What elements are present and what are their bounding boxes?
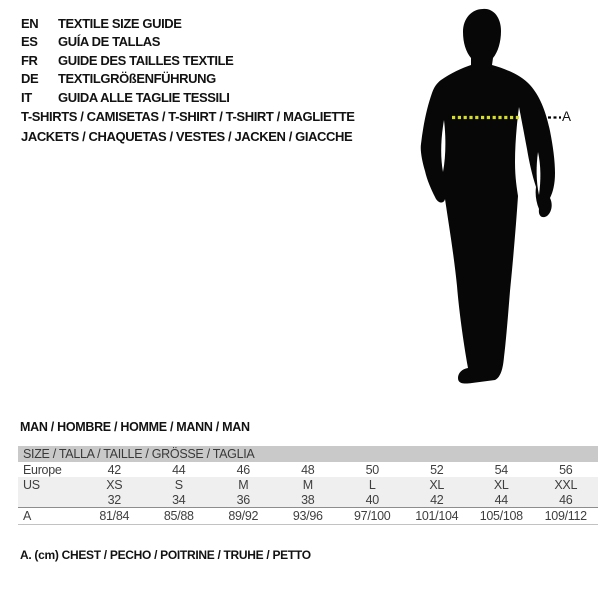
size-cell: XL [493, 477, 509, 492]
man-silhouette-image [400, 0, 580, 400]
size-cell: 81/84 [99, 509, 130, 523]
row-label: US [23, 477, 40, 492]
size-cell: 97/100 [354, 509, 391, 523]
language-code: DE [21, 71, 39, 87]
size-cell: 38 [301, 492, 315, 507]
language-title: GUIDA ALLE TAGLIE TESSILI [58, 89, 230, 105]
size-cell: 42 [107, 462, 121, 477]
language-title: GUÍA DE TALLAS [58, 34, 161, 50]
measure-label-a: A [562, 109, 572, 124]
category-lines [21, 107, 355, 146]
size-table-header: SIZE / TALLA / TAILLE / GRÖSSE / TAGLIA [18, 446, 598, 462]
size-cell: 56 [559, 462, 573, 477]
size-cell: 54 [494, 462, 508, 477]
language-code: IT [21, 89, 32, 105]
table-row-europe [18, 462, 598, 477]
size-cell: S [174, 477, 183, 492]
size-cell: XS [106, 477, 123, 492]
size-cell: 105/108 [479, 509, 523, 523]
language-row [21, 15, 233, 33]
language-title: TEXTILGRÖßENFÜHRUNG [58, 71, 216, 87]
figure-area [400, 0, 600, 400]
size-cell: 109/112 [544, 509, 587, 523]
language-row [21, 70, 233, 88]
size-cell: 89/92 [228, 509, 259, 523]
measurement-footnote: A. (cm) CHEST / PECHO / POITRINE / TRUHE / PETTO [20, 548, 311, 562]
size-cell: M [302, 477, 313, 492]
size-cell: 34 [172, 492, 186, 507]
category-jackets: JACKETS / CHAQUETAS / VESTES / JACKEN / GIACCHE [21, 128, 353, 144]
language-row [21, 89, 233, 107]
size-cell: L [368, 477, 376, 492]
size-cell: 44 [172, 462, 186, 477]
language-code: FR [21, 52, 38, 68]
row-label: A [23, 509, 32, 523]
language-row [21, 52, 233, 70]
size-cell: 93/96 [292, 509, 323, 523]
category-tshirts: T-SHIRTS / CAMISETAS / T-SHIRT / T-SHIRT / MAGLIETTE [21, 109, 355, 124]
language-title: TEXTILE SIZE GUIDE [58, 16, 182, 31]
language-title: GUIDE DES TAILLES TEXTILE [58, 52, 234, 68]
size-cell: 50 [365, 462, 379, 477]
language-list [21, 15, 233, 107]
size-cell: 46 [559, 492, 573, 507]
table-row-numeric [18, 492, 598, 507]
language-row [21, 33, 233, 51]
size-cell: 101/104 [415, 509, 459, 523]
row-label: Europe [23, 462, 62, 477]
size-cell: 85/88 [163, 509, 194, 523]
section-title-man: MAN / HOMBRE / HOMME / MANN / MAN [20, 420, 250, 434]
size-cell: 44 [494, 492, 508, 507]
size-cell: 32 [107, 492, 121, 507]
language-code: EN [21, 16, 39, 31]
size-cell: XXL [554, 477, 578, 492]
size-cell: XL [429, 477, 445, 492]
size-cell: 52 [430, 462, 444, 477]
size-table [18, 446, 598, 525]
size-cell: 40 [365, 492, 379, 507]
size-cell: 36 [236, 492, 250, 507]
size-cell: 46 [236, 462, 250, 477]
man-silhouette-body [421, 9, 555, 384]
language-code: ES [21, 34, 38, 50]
table-row-us [18, 477, 598, 492]
size-cell: 48 [301, 462, 315, 477]
table-row-chest-cm [18, 507, 598, 525]
size-cell: 42 [430, 492, 444, 507]
size-cell: M [238, 477, 249, 492]
